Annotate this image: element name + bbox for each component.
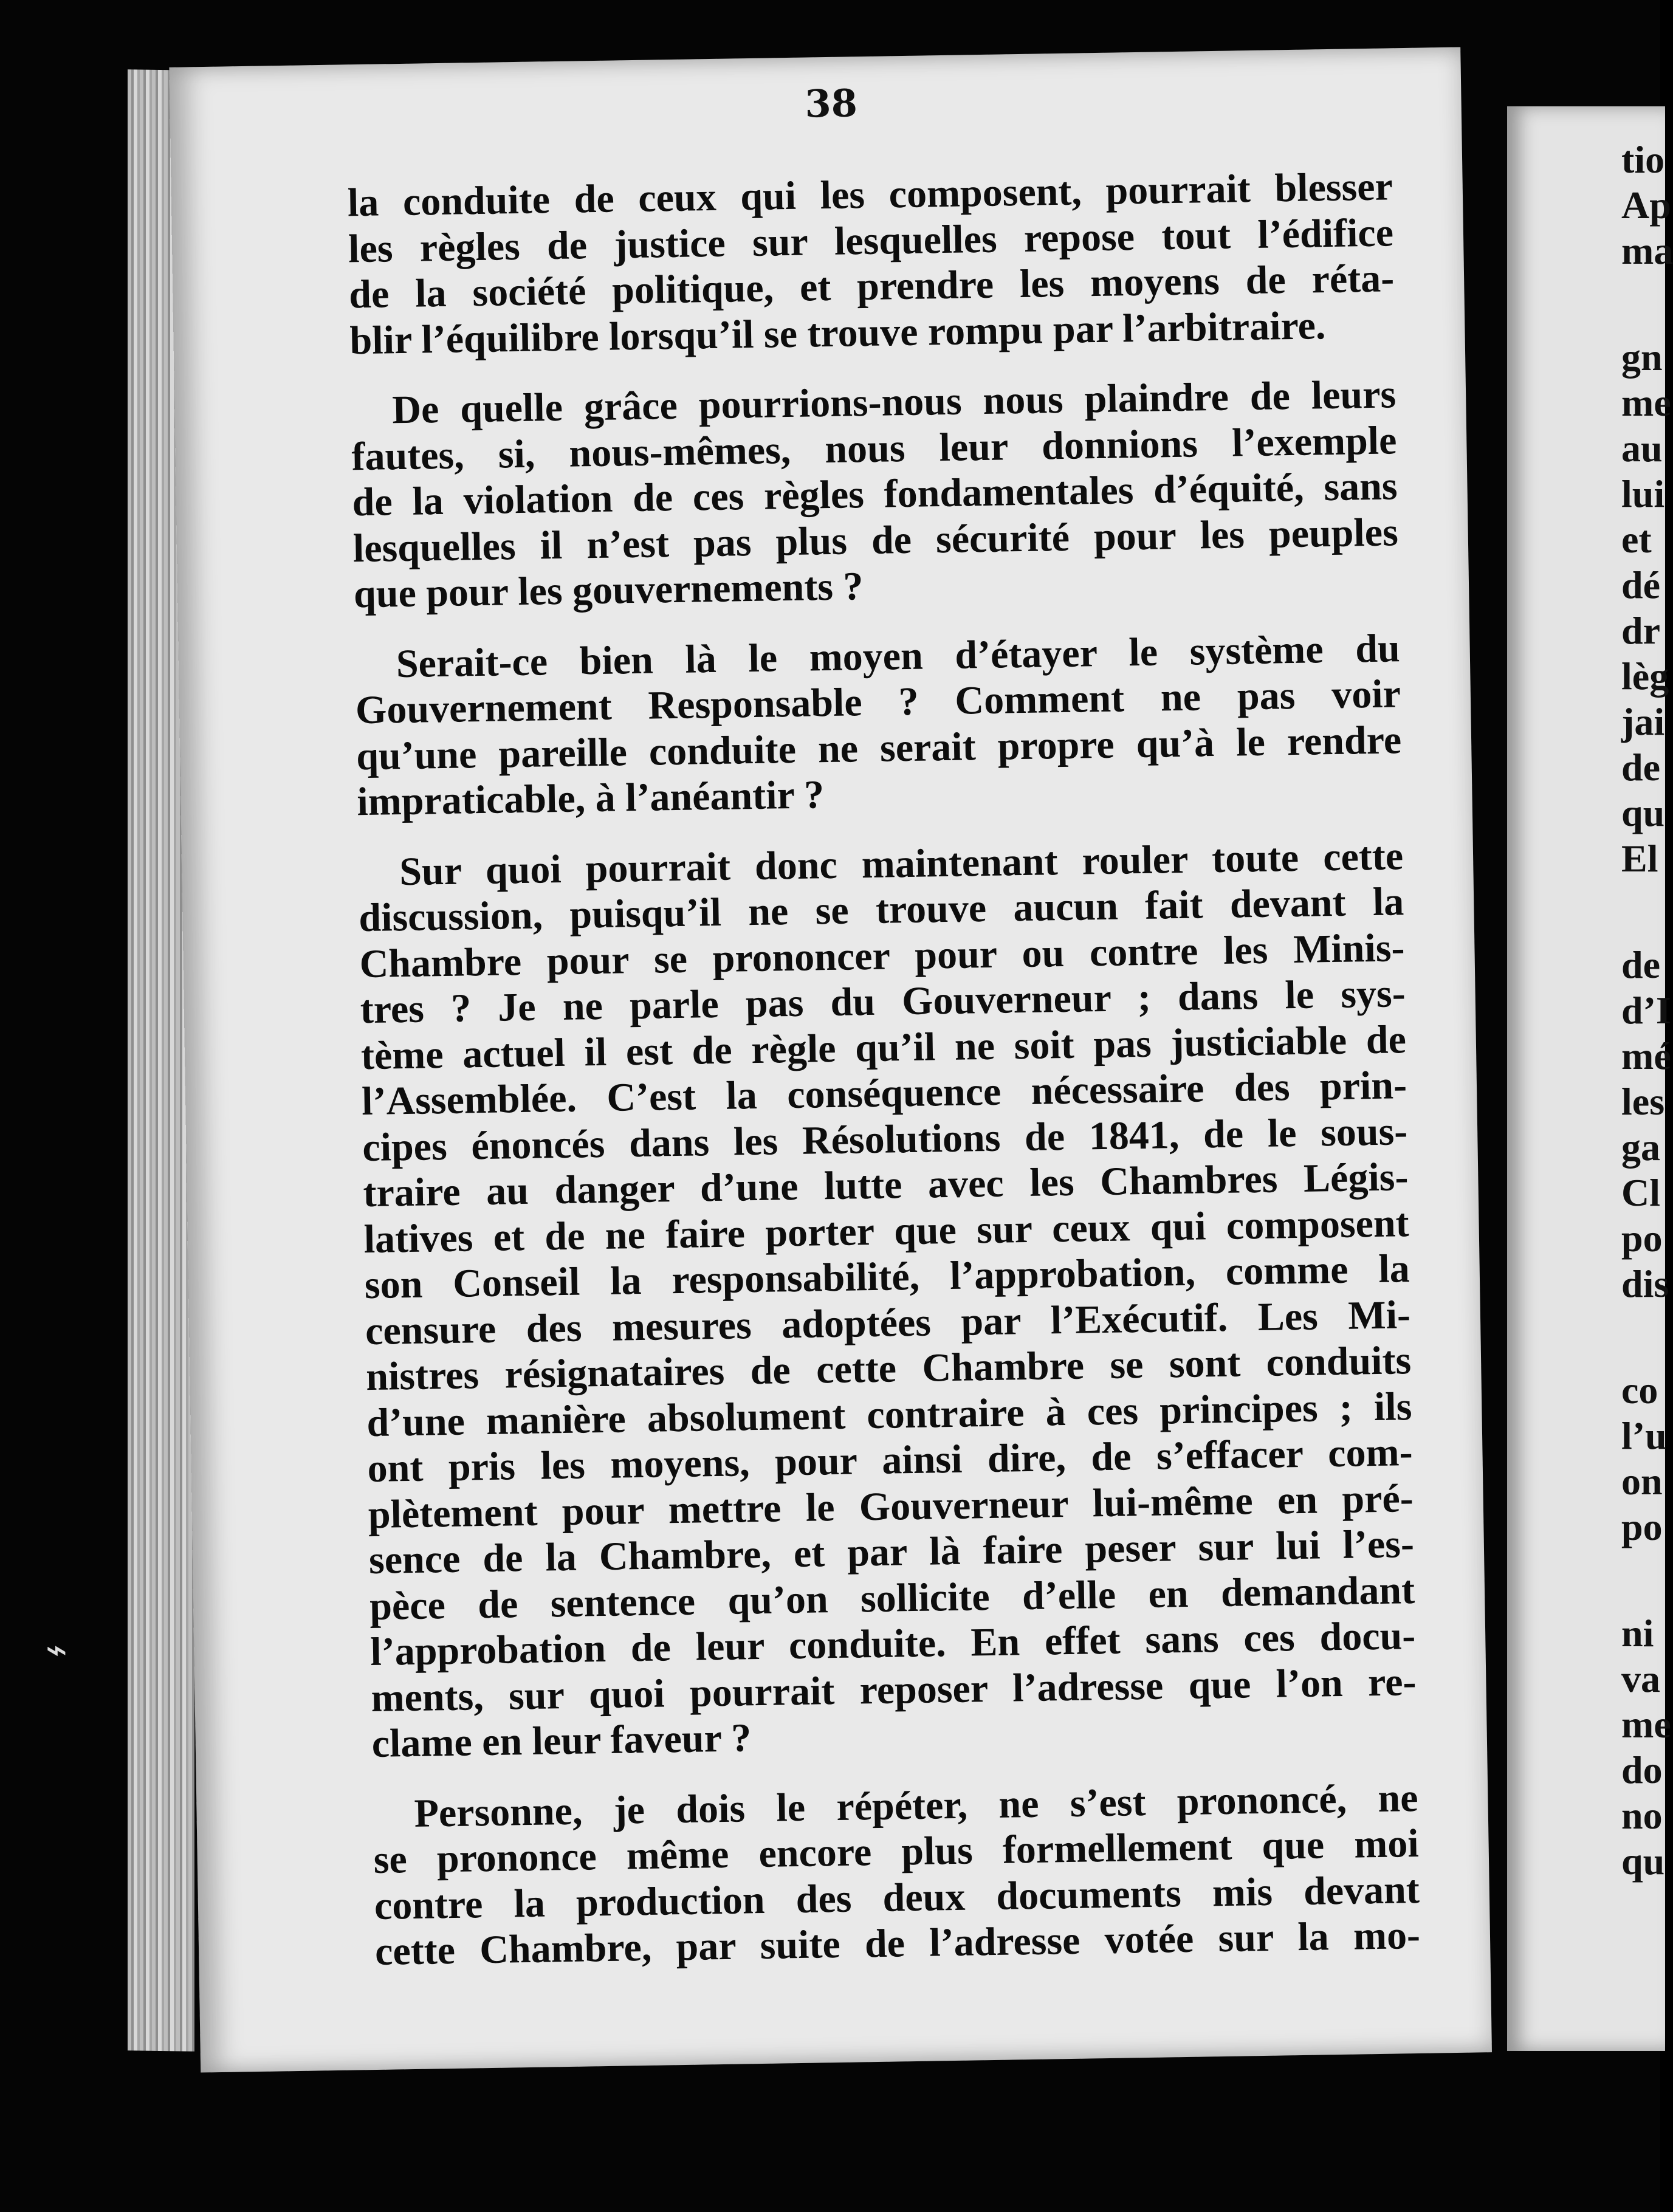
facing-page-fragment: Ap <box>1621 184 1671 227</box>
facing-page-fragment: ni <box>1621 1612 1654 1655</box>
text-line: blir l’équilibre lorsqu’il se trouve rompu par l’arbitraire. <box>349 303 1326 363</box>
facing-page-fragment: me <box>1621 381 1671 424</box>
facing-page-fragment: l’u <box>1621 1414 1667 1457</box>
facing-page-fragment: lui <box>1621 472 1665 515</box>
facing-page-fragment: do <box>1621 1748 1663 1791</box>
text-line: d’une manière absolument contraire à ces principes ; ils <box>366 1384 1412 1445</box>
text-line: les règles de justice sur lesquelles repose tout l’édifice <box>348 210 1394 271</box>
text-line: cette Chambre, par suite de l’adresse votée sur la mo- <box>374 1912 1421 1974</box>
facing-page-fragment: dr <box>1621 609 1660 652</box>
text-line: sence de la Chambre, et par là faire peser sur lui l’es- <box>368 1522 1415 1583</box>
text-line: de la société politique, et prendre les moyens de réta- <box>348 256 1395 317</box>
paragraph-5 <box>373 1774 1421 1974</box>
facing-page-fragment: Cl <box>1621 1171 1660 1214</box>
text-line: pèce de sentence qu’on sollicite d’elle en demandant <box>369 1567 1415 1629</box>
facing-page-fragment: lèg <box>1621 654 1669 698</box>
facing-page-fragment: mé <box>1621 1034 1671 1077</box>
text-line: lesquelles il n’est pas plus de sécurité pour les peuples <box>352 509 1399 571</box>
text-line: tème actuel il est de règle qu’il ne soit pas justiciable de <box>360 1017 1407 1078</box>
text-line: De quelle grâce pourrions-nous nous plaindre de leurs <box>391 372 1396 433</box>
facing-page-fragment <box>1621 273 1670 334</box>
facing-page-fragment: po <box>1621 1505 1663 1548</box>
facing-page-fragment: qu <box>1621 1839 1665 1883</box>
facing-page-fragment: gn <box>1621 335 1663 379</box>
facing-page-fragment: qu <box>1621 791 1665 834</box>
text-line: qu’une pareille conduite ne serait propre qu’à le rendre <box>356 717 1402 778</box>
paragraph-3 <box>354 625 1403 825</box>
scan-mark-icon: ⌁ <box>46 1629 68 1671</box>
facing-page-fragment: me <box>1621 1703 1671 1746</box>
facing-page-fragment: po <box>1621 1217 1663 1260</box>
text-line: la conduite de ceux qui les composent, pourrait blesser <box>347 164 1393 225</box>
text-line: ments, sur quoi pourrait reposer l’adresse que l’on re- <box>371 1659 1417 1720</box>
facing-page-fragment: de <box>1621 746 1660 789</box>
facing-page-fragment: va <box>1621 1657 1660 1700</box>
facing-page-fragment: no <box>1621 1794 1663 1837</box>
text-line: Chambre pour se prononcer pour ou contre les Minis- <box>359 925 1405 986</box>
facing-page-fragment: dé <box>1621 563 1660 606</box>
text-line: latives et de ne faire porter que sur ceux qui composent <box>363 1200 1410 1262</box>
text-line: clame en leur faveur ? <box>371 1716 752 1767</box>
text-line: cipes énoncés dans les Résolutions de 1841, de le sous- <box>362 1108 1408 1170</box>
left-page <box>169 47 1492 2073</box>
facing-page-fragment: ga <box>1621 1125 1660 1169</box>
text-line: plètement pour mettre le Gouverneur lui-même en pré- <box>368 1475 1414 1537</box>
facing-page-fragment: on <box>1621 1460 1663 1503</box>
text-line: Sur quoi pourrait donc maintenant rouler toute cette <box>399 833 1404 894</box>
text-line: censure des mesures adoptées par l’Exécutif. Les Mi- <box>365 1292 1411 1353</box>
facing-page-text <box>1621 137 1673 1884</box>
facing-page-fragment: tio <box>1621 138 1665 181</box>
text-line: l’Assemblée. C’est la conséquence nécessaire des prin- <box>361 1063 1407 1124</box>
text-line: traire au danger d’une lutte avec les Chambres Légis- <box>362 1155 1409 1216</box>
facing-page-fragment <box>1621 1550 1670 1610</box>
text-line: contre la production des deux documents mis devant <box>374 1867 1420 1928</box>
facing-page-fragment: et <box>1621 518 1652 561</box>
text-line: Gouvernement Responsable ? Comment ne pas voir <box>355 672 1401 733</box>
text-line: tres ? Je ne parle pas du Gouverneur ; dans le sys- <box>360 971 1406 1032</box>
facing-page-fragment: au <box>1621 427 1663 470</box>
facing-page-fragment: co <box>1621 1369 1658 1412</box>
text-line: nistres résignataires de cette Chambre se sont conduits <box>365 1338 1412 1400</box>
facing-page-fragment: de <box>1621 943 1660 986</box>
text-line: se prononce même encore plus formellement que moi <box>373 1821 1420 1882</box>
facing-page-fragment: ma <box>1621 229 1673 272</box>
text-line: discussion, puisqu’il ne se trouve aucun fait devant la <box>358 879 1404 941</box>
text-line: Personne, je dois le répéter, ne s’est prononcé, ne <box>414 1775 1418 1836</box>
paragraph-2 <box>351 371 1400 617</box>
page-number: 38 <box>804 81 858 126</box>
text-line: son Conseil la responsabilité, l’approbation, comme la <box>364 1246 1410 1308</box>
facing-page-fragment: les <box>1621 1080 1665 1123</box>
facing-page-fragment: El <box>1621 837 1658 880</box>
paragraph-4 <box>358 833 1418 1767</box>
text-line: de la violation de ces règles fondamentales d’équité, sans <box>352 464 1398 525</box>
paragraph-1 <box>347 163 1395 363</box>
facing-page-fragment <box>1621 881 1670 942</box>
text-line: que pour les gouvernements ? <box>353 564 864 617</box>
text-line: fautes, si, nous-mêmes, nous leur donnions l’exemple <box>351 417 1397 479</box>
text-line: impraticable, à l’anéantir ? <box>356 772 825 825</box>
facing-page-fragment: jai <box>1621 700 1665 743</box>
body-text <box>347 163 1421 1999</box>
facing-page-fragment: dis <box>1621 1262 1669 1305</box>
facing-page-fragment <box>1621 1307 1670 1367</box>
facing-page-fragment: d’I <box>1621 989 1671 1032</box>
text-line: l’approbation de leur conduite. En effet sans ces docu- <box>369 1613 1416 1675</box>
text-line: Serait-ce bien là le moyen d’étayer le système du <box>396 625 1401 686</box>
text-line: ont pris les moyens, pour ainsi dire, de s’effacer com- <box>367 1430 1414 1491</box>
